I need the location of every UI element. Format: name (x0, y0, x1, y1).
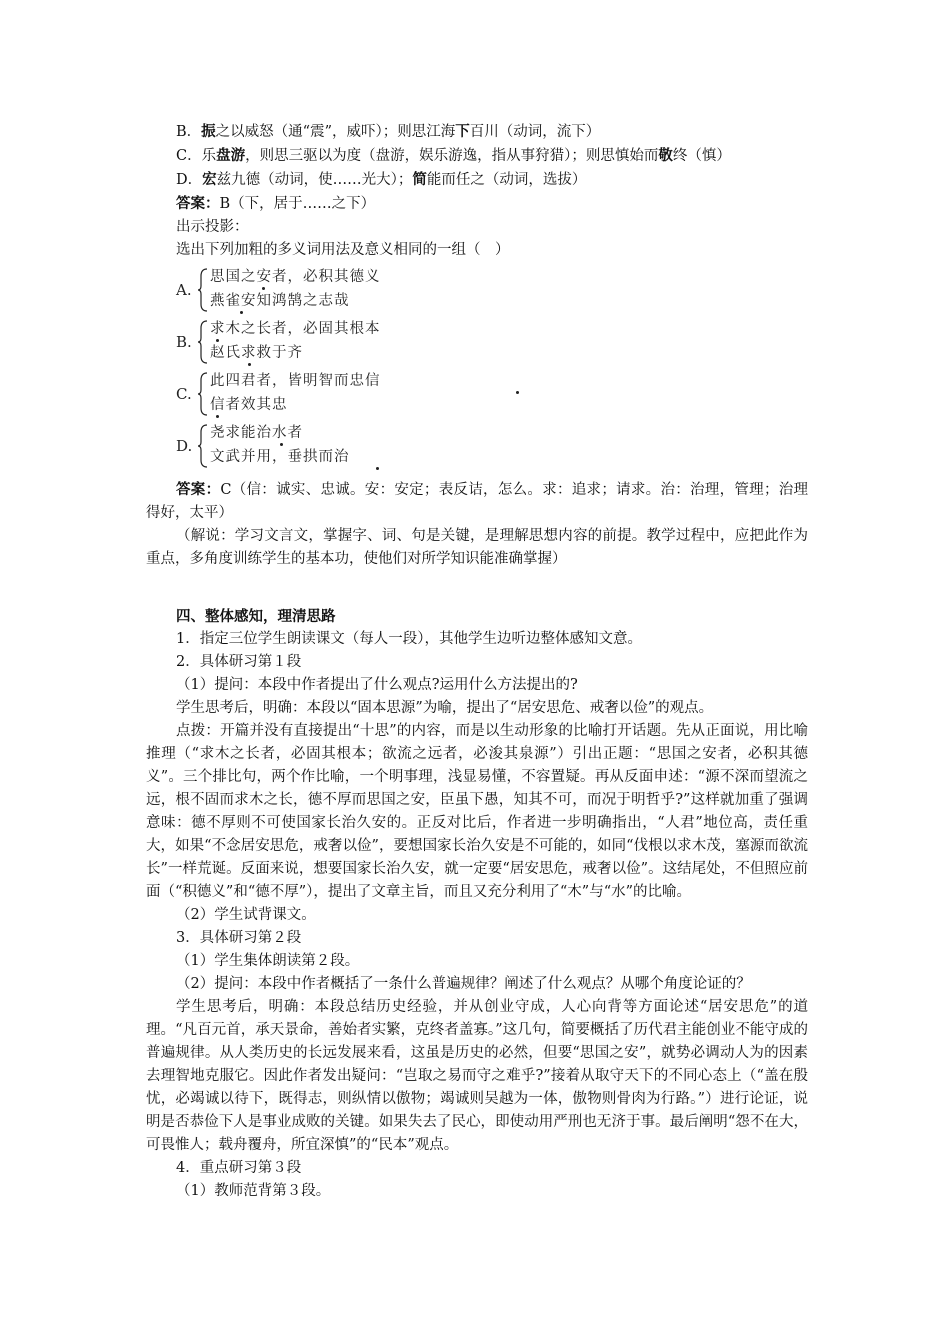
option-sentence-1: 尧求能治水者 (210, 425, 303, 441)
step-3-read: （1）学生集体朗读第２段。 (176, 953, 360, 969)
step-1: 1．指定三位学生朗读课文（每人一段），其他学生边听边整体感知文意。 (176, 631, 642, 647)
option-sentence-2: 信者效其忠 (210, 397, 288, 413)
step-3-question: （2）提问：本段中作者概括了一条什么普遍规律？阐述了什么观点？从哪个角度论证的？ (176, 976, 751, 992)
step-4-recite: （1）教师范背第３段。 (176, 1183, 331, 1199)
step-3-answer: 学生思考后，明确：本段总结历史经验，并从创业守成，人心向背等方面论述“居安思危”的道理。“凡百元首，承天景命，善始者实繁，克终者盖寡。”这几句，简要概括了历代君主能创业不能守成的普遍规律。从人类历史的长远发展来看，这虽是历史的必然，但要“思国之安”，就势必调动人为的因素去理智地克服它。因此作者发出疑问：“岂取之易而守之难乎?”接着从取守天下的不同心态上（“盖在殷忧，必竭诚以待下，既得志，则纵情以傲物；竭诚则吴越为一体，傲物则骨肉为行路。”）进行论证，说明是否恭俭下人是事业成败的关键。如果失去了民心，即使动用严刑也无济于事。最后阐明“怨不在大，可畏惟人；载舟覆舟，所宜深慎”的“民本”观点。 (146, 999, 808, 1153)
emphasis-dot (280, 443, 283, 446)
option-c-line: C．乐盘游，则思三驱以为度（盘游，娱乐游逸，指从事狩猎）；则思慎始而敬终（慎） (176, 147, 731, 164)
emphasis-dot (240, 311, 243, 314)
section-heading: 四、整体感知，理清思路 (176, 608, 336, 625)
option-b (176, 318, 536, 366)
option-letter: C. (176, 385, 192, 403)
option-sentence-1: 此四君者，皆明智而忠信 (210, 373, 381, 389)
emphasis-dot (216, 339, 219, 342)
emphasis-dot (216, 415, 219, 418)
option-sentence-1: 求木之长者，必固其根本 (210, 321, 381, 337)
step-2-question: （1）提问：本段中作者提出了什么观点?运用什么方法提出的? (176, 677, 578, 693)
step-2-answer: 学生思考后，明确：本段以“固本思源”为喻，提出了“居安思危、戒奢以俭”的观点。 (176, 700, 714, 716)
brace-icon (198, 320, 208, 364)
emphasis-dot (262, 287, 265, 290)
option-sentence-2: 文武并用，垂拱而治 (210, 449, 350, 465)
option-a (176, 266, 536, 314)
document-body (146, 120, 808, 1203)
brace-icon (198, 424, 208, 468)
show-projection: 出示投影： (176, 219, 249, 235)
step-2: 2．具体研习第１段 (176, 654, 302, 670)
question: 选出下列加粗的多义词用法及意义相同的一组（ ） (176, 242, 510, 258)
answer-2: 答案：C（信：诚实、忠诚。安：安定；表反诘，怎么。求：追求；请求。治：治理，管理；治理得好，太平） (146, 481, 809, 521)
step-2-dianbo: 点拨：开篇并没有直接提出“十思”的内容，而是以生动形象的比喻打开话题。先从正面说，用比喻推理（“求木之长者，必固其根本；欲流之远者，必浚其泉源”）引出正题：“思国之安者，必积其德义”。三个排比句，两个作比喻，一个明事理，浅显易懂，不容置疑。再从反面申述：“源不深而望流之远，根不固而求木之长，德不厚而思国之安，臣虽下愚，知其不可，而况于明哲乎?”这样就加重了强调意味：德不厚则不可使国家长治久安的。正反对比后，作者进一步明确指出，“人君”地位高，责任重大，如果“不念居安思危，戒奢以俭”，要想国家长治久安是不可能的，如同“伐根以求木茂，塞源而欲流长”一样荒诞。反面来说，想要国家长治久安，就一定要“居安思危，戒奢以俭”。这结尾处，不但照应前面（“积德义”和“德不厚”），提出了文章主旨，而且又充分利用了“木”与“水”的比喻。 (146, 723, 808, 900)
brace-icon (198, 372, 208, 416)
option-d (176, 422, 536, 470)
option-d-line: D．宏兹九德（动词，使……光大）；简能而任之（动词，选拔） (176, 171, 587, 188)
step-2-recite: （2）学生试背课文。 (176, 907, 316, 923)
explanation: （解说：学习文言文，掌握字、词、句是关键，是理解思想内容的前提。教学过程中，应把此作为重点，多角度训练学生的基本功，使他们对所学知识能准确掌握） (146, 528, 808, 567)
step-4: 4．重点研习第３段 (176, 1160, 302, 1176)
option-b-line: B．振之以威怒（通“震”，威吓）；则思江海下百川（动词，流下） (176, 123, 601, 140)
option-sentence-2: 燕雀安知鸿鹄之志哉 (210, 293, 350, 309)
option-c (176, 370, 536, 418)
brace-icon (198, 268, 208, 312)
emphasis-dot (376, 467, 379, 470)
options-figure (176, 266, 536, 472)
answer-1: 答案：B（下，居于……之下） (176, 195, 376, 212)
option-letter: B. (176, 333, 192, 351)
option-letter: A. (176, 281, 192, 299)
emphasis-dot (248, 363, 251, 366)
option-sentence-1: 思国之安者，必积其德义 (210, 269, 381, 285)
emphasis-dot (516, 391, 519, 394)
step-3: 3．具体研习第２段 (176, 930, 302, 946)
option-sentence-2: 赵氏求救于齐 (210, 345, 303, 361)
option-letter: D. (176, 437, 193, 455)
